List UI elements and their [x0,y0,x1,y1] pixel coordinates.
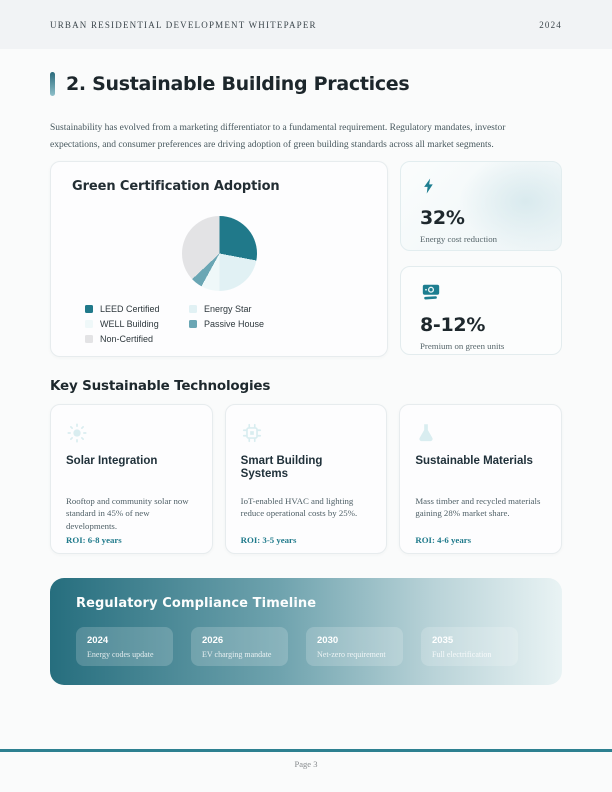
page-header [0,0,612,49]
legend-label: Non-Certified [100,333,154,344]
timeline-card [50,578,562,685]
timeline-item [421,627,518,666]
timeline-item [76,627,173,666]
tech-card-smart [225,404,388,554]
tech-card-title: Solar Integration [66,454,158,467]
technologies-heading: Key Sustainable Technologies [50,377,271,394]
sun-icon [66,422,88,444]
legend-item [85,319,189,329]
lightning-bolt-icon [420,177,438,195]
stat-value: 8-12% [420,313,486,336]
timeline-item [306,627,403,666]
tech-card-solar [50,404,213,554]
legend-swatch [85,320,93,328]
header-title: URBAN RESIDENTIAL DEVELOPMENT WHITEPAPER [50,19,317,30]
stat-card-premium [400,266,562,355]
timeline-item [191,627,288,666]
legend-swatch [189,320,197,328]
stat-value: 32% [420,206,465,229]
tech-card-title: Smart Building Systems [240,454,323,481]
banknote-icon [420,282,442,302]
legend-swatch [85,305,93,313]
stat-label: Premium on green units [420,340,505,351]
timeline-label: EV charging mandate [202,649,272,659]
legend-swatch [189,305,197,313]
section-title: 2. Sustainable Building Practices [66,73,410,95]
tech-card-materials [399,404,562,554]
timeline-year: 2030 [317,634,339,646]
chart-title: Green Certification Adoption [72,178,280,194]
header-year: 2024 [539,19,562,30]
page-number: Page 3 [294,759,318,769]
footer-rule [0,749,612,752]
tech-card-body: IoT-enabled HVAC and lighting reduce operational costs by 25%. [240,495,358,519]
tech-card-body: Mass timber and recycled materials gaining 28% market share. [415,495,541,519]
legend-item [189,304,366,314]
timeline-heading: Regulatory Compliance Timeline [76,595,317,611]
timeline-label: Energy codes update [87,649,154,659]
chip-icon [241,422,263,444]
tech-card-body: Rooftop and community solar now standard in 45% of new developments. [66,495,189,531]
legend-swatch [85,335,93,343]
timeline-year: 2026 [202,634,224,646]
flask-icon [415,422,437,444]
tech-card-roi: ROI: 6-8 years [66,534,122,545]
intro-paragraph: Sustainability has evolved from a marketing differentiator to a fundamental requirement. Regulatory mandates, investor expectations, and consumer preferences are driving adoption of green building standards across all market segments. [50,123,506,151]
pie-chart [182,216,257,291]
legend-label: Energy Star [204,303,252,314]
stat-card-energy [400,161,562,251]
legend-item [189,319,366,329]
chart-card [50,161,388,357]
legend-label: LEED Certified [100,303,160,314]
timeline-year: 2035 [432,634,454,646]
legend-item [85,334,189,344]
legend-label: WELL Building [100,318,159,329]
timeline-year: 2024 [87,634,109,646]
legend-item [85,304,189,314]
tech-card-roi: ROI: 3-5 years [240,534,297,545]
chart-legend [85,304,366,344]
stat-label: Energy cost reduction [420,233,498,244]
tech-card-title: Sustainable Materials [415,454,533,467]
legend-label: Passive House [204,318,265,329]
timeline-label: Full electrification [432,649,492,659]
section-title-row [50,72,562,96]
tech-card-roi: ROI: 4-6 years [415,534,472,545]
timeline-label: Net-zero requirement [317,649,386,659]
accent-bar [50,72,55,96]
